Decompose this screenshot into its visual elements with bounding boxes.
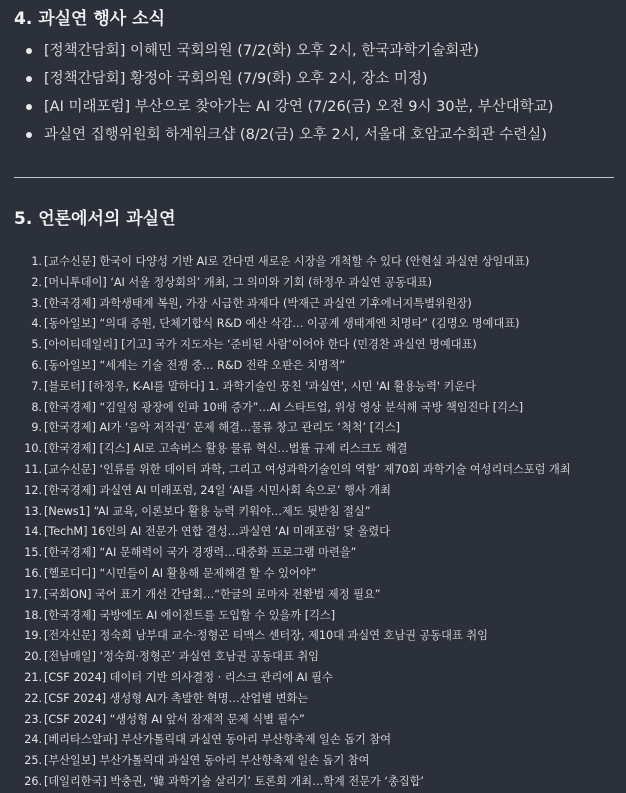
press-item-number: 4. — [31, 317, 42, 331]
press-item-number: 9. — [31, 421, 42, 435]
press-item-number: 12. — [24, 483, 42, 497]
section-divider — [14, 177, 614, 178]
press-item[interactable] — [20, 564, 571, 585]
press-item[interactable] — [20, 668, 571, 689]
press-item[interactable] — [20, 626, 571, 647]
press-item-number: 21. — [24, 670, 42, 684]
press-item[interactable] — [20, 252, 571, 273]
press-item[interactable] — [20, 689, 571, 710]
press-item-number: 13. — [24, 504, 42, 518]
event-list — [22, 40, 553, 152]
section-5-title: 5. 언론에서의 과실연 — [14, 209, 176, 229]
press-item-link[interactable]: [동아일보] “의대 증원, 단체기합식 R&D 예산 삭감… 이공계 생태계엔 치명타” (김명오 명예대표) — [44, 317, 520, 331]
press-item-number: 15. — [24, 546, 42, 560]
press-item-link[interactable]: [데일리한국] 박충권, ‘韓 과학기술 살리기’ 토론회 개최…학계 전문가 ‘총집합’ — [44, 774, 424, 788]
event-item — [22, 124, 553, 152]
press-item-number: 11. — [24, 462, 42, 476]
bullet-icon — [26, 132, 32, 138]
press-item-link[interactable]: [전남매일] ‘정숙희·정형곤’ 과실연 호남권 공동대표 취임 — [44, 650, 319, 664]
press-item-link[interactable]: [교수신문] ‘인류를 위한 데이터 과학, 그리고 여성과학기술인의 역할’ 제70회 과학기술 여성리더스포럼 개최 — [44, 462, 571, 476]
press-item[interactable] — [20, 647, 571, 668]
press-item-link[interactable]: [한국경제] 국방에도 AI 에이전트를 도입할 수 있을까 [긱스] — [44, 608, 336, 622]
press-item[interactable] — [20, 502, 571, 523]
press-item[interactable] — [20, 606, 571, 627]
press-item-number: 3. — [31, 296, 42, 310]
press-item[interactable] — [20, 543, 571, 564]
press-list — [20, 252, 571, 793]
press-item-number: 26. — [24, 774, 42, 788]
press-item[interactable] — [20, 418, 571, 439]
press-item-number: 1. — [31, 255, 42, 268]
press-item-link[interactable]: [한국경제] [긱스] AI로 고속버스 활용 물류 혁신…법률 규제 리스크도 해결 — [44, 442, 408, 456]
press-item-link[interactable]: [CSF 2024] “생성형 AI 앞서 잠재적 문제 식별 필수” — [44, 712, 305, 726]
press-item[interactable] — [20, 356, 571, 377]
press-item[interactable] — [20, 730, 571, 751]
event-item — [22, 68, 553, 96]
press-item-number: 6. — [31, 358, 42, 372]
bullet-icon — [26, 48, 32, 54]
press-item-link[interactable]: [News1] “AI 교육, 이론보다 활용 능력 키워야…제도 뒷받침 절실” — [44, 504, 371, 518]
press-item-link[interactable]: [교수신문] 한국이 다양성 기반 AI로 간다면 새로운 시장을 개척할 수 있다 (안현실 과실연 상임대표) — [44, 255, 530, 268]
press-item-link[interactable]: [TechM] 16인의 AI 전문가 연합 결성…과실연 ‘AI 미래포럼’ 닻 올렸다 — [44, 525, 391, 539]
press-item[interactable] — [20, 398, 571, 419]
press-item-number: 2. — [31, 275, 42, 289]
press-item-number: 5. — [31, 338, 42, 352]
press-item-number: 10. — [24, 442, 42, 456]
event-item — [22, 40, 553, 68]
press-item-number: 25. — [24, 754, 42, 768]
event-text: 과실연 집행위원회 하계워크샵 (8/2(금) 오후 2시, 서울대 호암교수회관 수련실) — [44, 127, 547, 143]
press-item[interactable] — [20, 335, 571, 356]
press-item-number: 16. — [24, 566, 42, 580]
event-text: [정책간담회] 이해민 국회의원 (7/2(화) 오후 2시, 한국과학기술회관) — [44, 43, 479, 59]
press-item-number: 14. — [24, 525, 42, 539]
section-4-title: 4. 과실연 행사 소식 — [14, 9, 165, 29]
press-item-number: 19. — [24, 629, 42, 643]
press-item[interactable] — [20, 751, 571, 772]
press-item-link[interactable]: [CSF 2024] 생성형 AI가 촉발한 혁명…산업별 변화는 — [44, 691, 309, 705]
press-item[interactable] — [20, 314, 571, 335]
bullet-icon — [26, 76, 32, 82]
event-text: [AI 미래포럼] 부산으로 찾아가는 AI 강연 (7/26(금) 오전 9시 30분, 부산대학교) — [44, 99, 554, 115]
press-item[interactable] — [20, 772, 571, 793]
press-item[interactable] — [20, 460, 571, 481]
press-item-link[interactable]: [한국경제] 과실연 AI 미래포럼, 24일 ‘AI를 시민사회 속으로’ 행사 개최 — [44, 483, 391, 497]
bullet-icon — [26, 104, 32, 110]
press-item-number: 7. — [31, 379, 42, 393]
press-item-link[interactable]: [한국경제] AI가 ‘음악 저작권’ 문제 해결…물류 창고 관리도 ‘척척’ [긱스] — [44, 421, 401, 435]
press-item[interactable] — [20, 585, 571, 606]
event-text: [정책간담회] 황정아 국회의원 (7/9(화) 오후 2시, 장소 미정) — [44, 71, 428, 87]
press-item-number: 22. — [24, 691, 42, 705]
press-item-link[interactable]: [베리타스알파] 부산가톨릭대 과실연 동아리 부산항축제 일손 돕기 참여 — [44, 733, 392, 747]
press-item-link[interactable]: [블로터] [하정우, K-AI를 말하다] 1. 과학기술인 뭉친 '과실연', 시민 'AI 활용능력' 키운다 — [44, 379, 476, 393]
press-item[interactable] — [20, 439, 571, 460]
press-item-number: 20. — [24, 650, 42, 664]
press-item-link[interactable]: [헬로디디] “시민들이 AI 활용해 문제해결 할 수 있어야” — [44, 566, 317, 580]
press-item-link[interactable]: [한국경제] “김일성 광장에 인파 10배 증가”…AI 스타트업, 위성 영상 분석해 국방 책임진다 [긱스] — [44, 400, 524, 414]
press-item-link[interactable]: [CSF 2024] 데이터 기반 의사결정 · 리스크 관리에 AI 필수 — [44, 670, 333, 684]
press-item[interactable] — [20, 294, 571, 315]
event-item — [22, 96, 553, 124]
press-item[interactable] — [20, 481, 571, 502]
press-item-link[interactable]: [아이티데일리] [기고] 국가 지도자는 ‘준비된 사람’이어야 한다 (민경찬 과실연 명예대표) — [44, 338, 477, 352]
press-item-number: 17. — [24, 587, 42, 601]
press-item[interactable] — [20, 522, 571, 543]
press-item-number: 18. — [24, 608, 42, 622]
press-item-number: 23. — [24, 712, 42, 726]
press-item[interactable] — [20, 377, 571, 398]
press-item-link[interactable]: [부산일보] 부산가톨릭대 과실연 동아리 부산항축제 일손 돕기 참여 — [44, 754, 370, 768]
press-item-number: 24. — [24, 733, 42, 747]
press-item-link[interactable]: [전자신문] 정숙희 남부대 교수·정형곤 티맥스 센터장, 제10대 과실연 호남권 공동대표 취임 — [44, 629, 488, 643]
press-item-link[interactable]: [국회ON] 국어 표기 개선 간담회…“한글의 로마자 전환법 제정 필요” — [44, 587, 381, 601]
press-item[interactable] — [20, 710, 571, 731]
press-item-link[interactable]: [한국경제] 과학생태계 복원, 가장 시급한 과제다 (박재근 과실연 기후에너지특별위원장) — [44, 296, 472, 310]
press-item[interactable] — [20, 273, 571, 294]
press-item-link[interactable]: [머니투데이] ‘AI 서울 정상회의’ 개최, 그 의미와 기회 (하정우 과실연 공동대표) — [44, 275, 433, 289]
press-item-link[interactable]: [한국경제] “AI 문해력이 국가 경쟁력…대중화 프로그램 마련을” — [44, 546, 357, 560]
press-item-number: 8. — [31, 400, 42, 414]
press-item-link[interactable]: [동아일보] “세계는 기술 전쟁 중… R&D 전략 오판은 치명적” — [44, 358, 346, 372]
